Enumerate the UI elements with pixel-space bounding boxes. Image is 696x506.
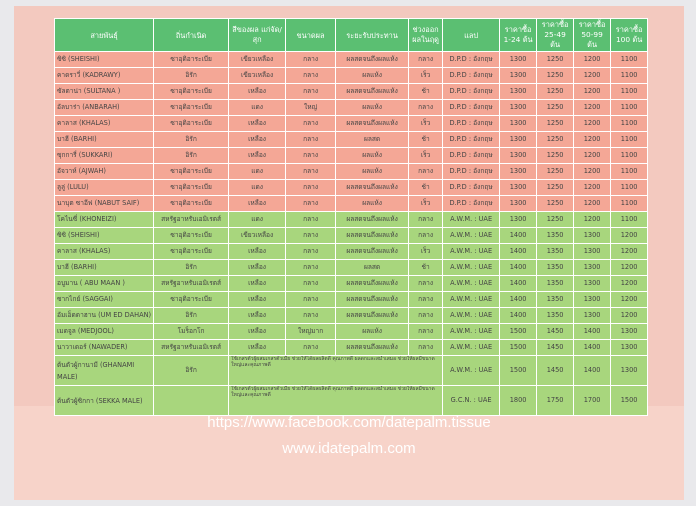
fruit-color-cell: เขียวเหลือง bbox=[229, 228, 286, 244]
fruit-size-cell: ใหญ่มาก bbox=[286, 324, 336, 340]
fruit-color-cell: เหลือง bbox=[229, 244, 286, 260]
fruit-size-cell: กลาง bbox=[286, 84, 336, 100]
header-color: สีของผล แก่จัด/สุก bbox=[229, 19, 286, 52]
fruit-size-cell: กลาง bbox=[286, 340, 336, 356]
lab-cell: A.W.M. : UAE bbox=[443, 356, 500, 386]
lab-cell: A.W.M. : UAE bbox=[443, 324, 500, 340]
price-50-99-cell: 1300 bbox=[574, 292, 611, 308]
price-100-cell: 1300 bbox=[611, 324, 648, 340]
variety-cell: บาฮี (BARHI) bbox=[55, 132, 154, 148]
website-url[interactable]: www.idatepalm.com bbox=[282, 440, 416, 457]
eating-stage-cell: ผลสดจนถึงผลแห้ง bbox=[336, 116, 409, 132]
lab-cell: D.P.D : อังกฤษ bbox=[443, 132, 500, 148]
table-row bbox=[55, 260, 648, 276]
fruit-size-cell: กลาง bbox=[286, 180, 336, 196]
price-25-49-cell: 1250 bbox=[537, 196, 574, 212]
variety-cell: อัจวาห์ (AJWAH) bbox=[55, 164, 154, 180]
price-25-49-cell: 1350 bbox=[537, 260, 574, 276]
eating-stage-cell: ผลสดจนถึงผลแห้ง bbox=[336, 52, 409, 68]
origin-cell: ซาอุดิอาระเบีย bbox=[154, 180, 229, 196]
fruit-size-cell: กลาง bbox=[286, 196, 336, 212]
price-1-24-cell: 1800 bbox=[500, 386, 537, 416]
price-100-cell: 1100 bbox=[611, 132, 648, 148]
season-cell: กลาง bbox=[409, 228, 443, 244]
lab-cell: A.W.M. : UAE bbox=[443, 212, 500, 228]
price-100-cell: 1100 bbox=[611, 68, 648, 84]
fruit-color-cell: เหลือง bbox=[229, 196, 286, 212]
variety-cell: ซากไกย์ (SAGGAI) bbox=[55, 292, 154, 308]
origin-cell: โมร็อกโก bbox=[154, 324, 229, 340]
season-cell: กลาง bbox=[409, 340, 443, 356]
variety-cell: บาฮี (BARHI) bbox=[55, 260, 154, 276]
price-100-cell: 1200 bbox=[611, 292, 648, 308]
fruit-color-cell: แดง bbox=[229, 164, 286, 180]
price-1-24-cell: 1300 bbox=[500, 84, 537, 100]
lab-cell: D.P.D : อังกฤษ bbox=[443, 196, 500, 212]
variety-cell: ซัลตาน่า (SULTANA ) bbox=[55, 84, 154, 100]
fruit-color-cell: เหลือง bbox=[229, 84, 286, 100]
fruit-size-cell: กลาง bbox=[286, 132, 336, 148]
price-25-49-cell: 1450 bbox=[537, 356, 574, 386]
price-50-99-cell: 1700 bbox=[574, 386, 611, 416]
table-row bbox=[55, 52, 648, 68]
table-row bbox=[55, 100, 648, 116]
origin-cell: ซาอุดิอาระเบีย bbox=[154, 116, 229, 132]
price-1-24-cell: 1400 bbox=[500, 244, 537, 260]
lab-cell: A.W.M. : UAE bbox=[443, 292, 500, 308]
price-25-49-cell: 1350 bbox=[537, 292, 574, 308]
price-25-49-cell: 1250 bbox=[537, 164, 574, 180]
price-1-24-cell: 1400 bbox=[500, 228, 537, 244]
price-100-cell: 1100 bbox=[611, 148, 648, 164]
price-50-99-cell: 1200 bbox=[574, 132, 611, 148]
price-1-24-cell: 1400 bbox=[500, 292, 537, 308]
price-100-cell: 1100 bbox=[611, 196, 648, 212]
price-25-49-cell: 1250 bbox=[537, 68, 574, 84]
price-25-49-cell: 1350 bbox=[537, 228, 574, 244]
variety-cell: ซิซิ (SHEISHI) bbox=[55, 52, 154, 68]
price-50-99-cell: 1200 bbox=[574, 116, 611, 132]
price-100-cell: 1100 bbox=[611, 84, 648, 100]
variety-cell: คาลาส (KHALAS) bbox=[55, 244, 154, 260]
price-25-49-cell: 1450 bbox=[537, 324, 574, 340]
fruit-size-cell: กลาง bbox=[286, 116, 336, 132]
price-1-24-cell: 1400 bbox=[500, 260, 537, 276]
price-100-cell: 1300 bbox=[611, 356, 648, 386]
price-25-49-cell: 1350 bbox=[537, 308, 574, 324]
variety-cell: ต้นตัวผู้ซิกกา (SEKKA MALE) bbox=[55, 386, 154, 416]
table-row bbox=[55, 340, 648, 356]
origin-cell: ซาอุดิอาระเบีย bbox=[154, 244, 229, 260]
table-body bbox=[55, 52, 648, 416]
facebook-url[interactable]: https://www.facebook.com/datepalm.tissue bbox=[207, 414, 491, 431]
price-100-cell: 1200 bbox=[611, 308, 648, 324]
lab-cell: D.P.D : อังกฤษ bbox=[443, 100, 500, 116]
male-note-cell: ใช้เกสรตัวผู้ผสมเกสรตัวเมีย ช่วยให้ได้ผลผลิตดี คุณภาพดี ผลดกและสม่ำเสมอ ช่วยให้ผลมีขนาดใหญ่และคุณภาพดี bbox=[229, 356, 443, 386]
origin-cell: อิรัก bbox=[154, 260, 229, 276]
eating-stage-cell: ผลแห้ง bbox=[336, 68, 409, 84]
header-size: ขนาดผล bbox=[286, 19, 336, 52]
table-row bbox=[55, 180, 648, 196]
price-25-49-cell: 1350 bbox=[537, 276, 574, 292]
price-25-49-cell: 1750 bbox=[537, 386, 574, 416]
price-25-49-cell: 1250 bbox=[537, 148, 574, 164]
table-row bbox=[55, 324, 648, 340]
table-row bbox=[55, 292, 648, 308]
price-50-99-cell: 1200 bbox=[574, 180, 611, 196]
price-1-24-cell: 1400 bbox=[500, 308, 537, 324]
price-100-cell: 1200 bbox=[611, 276, 648, 292]
fruit-size-cell: กลาง bbox=[286, 292, 336, 308]
variety-cell: อัลบาร่า (ANBARAH) bbox=[55, 100, 154, 116]
season-cell: กลาง bbox=[409, 308, 443, 324]
price-25-49-cell: 1250 bbox=[537, 52, 574, 68]
price-100-cell: 1200 bbox=[611, 244, 648, 260]
price-100-cell: 1100 bbox=[611, 164, 648, 180]
season-cell: ช้า bbox=[409, 84, 443, 100]
variety-cell: นาบุต ซาอีฟ (NABUT SAIF) bbox=[55, 196, 154, 212]
price-100-cell: 1100 bbox=[611, 100, 648, 116]
variety-cell: คาดราวี่ (KADRAWY) bbox=[55, 68, 154, 84]
table-row bbox=[55, 196, 648, 212]
price-50-99-cell: 1400 bbox=[574, 356, 611, 386]
price-50-99-cell: 1200 bbox=[574, 68, 611, 84]
season-cell: เร็ว bbox=[409, 196, 443, 212]
price-1-24-cell: 1300 bbox=[500, 68, 537, 84]
origin-cell: สหรัฐอาหรับเอมิเรตส์ bbox=[154, 212, 229, 228]
header-price-25-49: ราคาซื้อ 25-49 ต้น bbox=[537, 19, 574, 52]
price-50-99-cell: 1200 bbox=[574, 52, 611, 68]
fruit-size-cell: กลาง bbox=[286, 276, 336, 292]
price-25-49-cell: 1250 bbox=[537, 84, 574, 100]
fruit-color-cell: แดง bbox=[229, 100, 286, 116]
eating-stage-cell: ผลสดจนถึงผลแห้ง bbox=[336, 276, 409, 292]
fruit-size-cell: กลาง bbox=[286, 228, 336, 244]
fruit-size-cell: กลาง bbox=[286, 68, 336, 84]
fruit-color-cell: เขียวเหลือง bbox=[229, 52, 286, 68]
variety-cell: อัมเอ็ดดาฮาน (UM ED DAHAN) bbox=[55, 308, 154, 324]
origin-cell: ซาอุดิอาระเบีย bbox=[154, 100, 229, 116]
eating-stage-cell: ผลสดจนถึงผลแห้ง bbox=[336, 180, 409, 196]
price-1-24-cell: 1300 bbox=[500, 148, 537, 164]
price-1-24-cell: 1300 bbox=[500, 100, 537, 116]
table-row bbox=[55, 68, 648, 84]
variety-cell: เมดจูล (MEDJOOL) bbox=[55, 324, 154, 340]
fruit-color-cell: เหลือง bbox=[229, 308, 286, 324]
fruit-color-cell: เขียวเหลือง bbox=[229, 68, 286, 84]
lab-cell: D.P.D : อังกฤษ bbox=[443, 68, 500, 84]
eating-stage-cell: ผลสดจนถึงผลแห้ง bbox=[336, 84, 409, 100]
variety-cell: คาลาส (KHALAS) bbox=[55, 116, 154, 132]
lab-cell: D.P.D : อังกฤษ bbox=[443, 164, 500, 180]
eating-stage-cell: ผลสดจนถึงผลแห้ง bbox=[336, 292, 409, 308]
origin-cell: ซาอุดิอาระเบีย bbox=[154, 84, 229, 100]
season-cell: เร็ว bbox=[409, 244, 443, 260]
price-100-cell: 1100 bbox=[611, 180, 648, 196]
variety-cell: ซิซิ (SHEISHI) bbox=[55, 228, 154, 244]
table-row bbox=[55, 308, 648, 324]
origin-cell: ซาอุดิอาระเบีย bbox=[154, 52, 229, 68]
fruit-size-cell: กลาง bbox=[286, 148, 336, 164]
price-50-99-cell: 1200 bbox=[574, 148, 611, 164]
male-note-cell: ใช้เกสรตัวผู้ผสมเกสรตัวเมีย ช่วยให้ได้ผลผลิตดี คุณภาพดี ผลดกและสม่ำเสมอ ช่วยให้ผลมีขนาดใหญ่และคุณภาพดี bbox=[229, 386, 443, 416]
table-row bbox=[55, 164, 648, 180]
price-100-cell: 1500 bbox=[611, 386, 648, 416]
fruit-color-cell: เหลือง bbox=[229, 340, 286, 356]
eating-stage-cell: ผลสด bbox=[336, 132, 409, 148]
origin-cell: ซาอุดิอาระเบีย bbox=[154, 196, 229, 212]
price-100-cell: 1100 bbox=[611, 52, 648, 68]
price-50-99-cell: 1200 bbox=[574, 196, 611, 212]
lab-cell: D.P.D : อังกฤษ bbox=[443, 84, 500, 100]
lab-cell: A.W.M. : UAE bbox=[443, 228, 500, 244]
origin-cell bbox=[154, 386, 229, 416]
table-row bbox=[55, 132, 648, 148]
price-1-24-cell: 1300 bbox=[500, 212, 537, 228]
eating-stage-cell: ผลแห้ง bbox=[336, 100, 409, 116]
price-50-99-cell: 1200 bbox=[574, 164, 611, 180]
price-50-99-cell: 1200 bbox=[574, 84, 611, 100]
season-cell: กลาง bbox=[409, 52, 443, 68]
fruit-color-cell: เหลือง bbox=[229, 148, 286, 164]
variety-cell: โคไนซี่ (KHONEIZI) bbox=[55, 212, 154, 228]
lab-cell: A.W.M. : UAE bbox=[443, 340, 500, 356]
price-25-49-cell: 1250 bbox=[537, 180, 574, 196]
price-100-cell: 1200 bbox=[611, 228, 648, 244]
eating-stage-cell: ผลสดจนถึงผลแห้ง bbox=[336, 308, 409, 324]
price-1-24-cell: 1300 bbox=[500, 196, 537, 212]
fruit-size-cell: กลาง bbox=[286, 52, 336, 68]
table-row bbox=[55, 116, 648, 132]
fruit-color-cell: แดง bbox=[229, 212, 286, 228]
table-row bbox=[55, 276, 648, 292]
fruit-size-cell: กลาง bbox=[286, 212, 336, 228]
season-cell: กลาง bbox=[409, 324, 443, 340]
header-origin: ถิ่นกำเนิด bbox=[154, 19, 229, 52]
header-stage: ระยะรับประทาน bbox=[336, 19, 409, 52]
eating-stage-cell: ผลแห้ง bbox=[336, 164, 409, 180]
price-50-99-cell: 1400 bbox=[574, 340, 611, 356]
fruit-color-cell: เหลือง bbox=[229, 276, 286, 292]
price-100-cell: 1300 bbox=[611, 340, 648, 356]
price-1-24-cell: 1300 bbox=[500, 132, 537, 148]
fruit-color-cell: เหลือง bbox=[229, 260, 286, 276]
price-50-99-cell: 1300 bbox=[574, 260, 611, 276]
origin-cell: อิรัก bbox=[154, 308, 229, 324]
price-25-49-cell: 1250 bbox=[537, 116, 574, 132]
season-cell: กลาง bbox=[409, 100, 443, 116]
price-50-99-cell: 1300 bbox=[574, 244, 611, 260]
male-table-row bbox=[55, 386, 648, 416]
variety-cell: นาวาเดอร์ (NAWADER) bbox=[55, 340, 154, 356]
origin-cell: อิรัก bbox=[154, 148, 229, 164]
price-50-99-cell: 1400 bbox=[574, 324, 611, 340]
price-50-99-cell: 1200 bbox=[574, 212, 611, 228]
price-25-49-cell: 1450 bbox=[537, 340, 574, 356]
season-cell: ช้า bbox=[409, 132, 443, 148]
fruit-color-cell: เหลือง bbox=[229, 116, 286, 132]
season-cell: เร็ว bbox=[409, 68, 443, 84]
eating-stage-cell: ผลสดจนถึงผลแห้ง bbox=[336, 340, 409, 356]
origin-cell: อิรัก bbox=[154, 132, 229, 148]
price-50-99-cell: 1300 bbox=[574, 308, 611, 324]
price-1-24-cell: 1300 bbox=[500, 116, 537, 132]
fruit-size-cell: ใหญ่ bbox=[286, 100, 336, 116]
price-25-49-cell: 1250 bbox=[537, 212, 574, 228]
price-1-24-cell: 1300 bbox=[500, 164, 537, 180]
lab-cell: D.P.D : อังกฤษ bbox=[443, 148, 500, 164]
price-1-24-cell: 1300 bbox=[500, 52, 537, 68]
season-cell: กลาง bbox=[409, 212, 443, 228]
fruit-color-cell: เหลือง bbox=[229, 324, 286, 340]
origin-cell: ซาอุดิอาระเบีย bbox=[154, 164, 229, 180]
eating-stage-cell: ผลสด bbox=[336, 260, 409, 276]
eating-stage-cell: ผลสดจนถึงผลแห้ง bbox=[336, 228, 409, 244]
price-sheet bbox=[14, 6, 684, 500]
origin-cell: อิรัก bbox=[154, 356, 229, 386]
price-1-24-cell: 1400 bbox=[500, 276, 537, 292]
origin-cell: ซาอุดิอาระเบีย bbox=[154, 292, 229, 308]
lab-cell: A.W.M. : UAE bbox=[443, 260, 500, 276]
season-cell: เร็ว bbox=[409, 148, 443, 164]
price-25-49-cell: 1250 bbox=[537, 132, 574, 148]
price-1-24-cell: 1500 bbox=[500, 340, 537, 356]
price-100-cell: 1200 bbox=[611, 260, 648, 276]
variety-cell: ซุกการี่ (SUKKARI) bbox=[55, 148, 154, 164]
lab-cell: A.W.M. : UAE bbox=[443, 308, 500, 324]
lab-cell: A.W.M. : UAE bbox=[443, 276, 500, 292]
price-1-24-cell: 1500 bbox=[500, 324, 537, 340]
price-1-24-cell: 1300 bbox=[500, 180, 537, 196]
fruit-color-cell: เหลือง bbox=[229, 132, 286, 148]
table-row bbox=[55, 228, 648, 244]
season-cell: ช้า bbox=[409, 180, 443, 196]
origin-cell: อิรัก bbox=[154, 68, 229, 84]
eating-stage-cell: ผลแห้ง bbox=[336, 324, 409, 340]
header-variety: สายพันธุ์ bbox=[55, 19, 154, 52]
male-table-row bbox=[55, 356, 648, 386]
lab-cell: G.C.N. : UAE bbox=[443, 386, 500, 416]
lab-cell: D.P.D : อังกฤษ bbox=[443, 116, 500, 132]
table-row bbox=[55, 148, 648, 164]
eating-stage-cell: ผลแห้ง bbox=[336, 196, 409, 212]
season-cell: กลาง bbox=[409, 292, 443, 308]
fruit-size-cell: กลาง bbox=[286, 164, 336, 180]
season-cell: ช้า bbox=[409, 260, 443, 276]
fruit-color-cell: เหลือง bbox=[229, 292, 286, 308]
eating-stage-cell: ผลสดจนถึงผลแห้ง bbox=[336, 244, 409, 260]
lab-cell: A.W.M. : UAE bbox=[443, 244, 500, 260]
header-lab: แลป bbox=[443, 19, 500, 52]
variety-cell: ลูลู่ (LULU) bbox=[55, 180, 154, 196]
fruit-size-cell: กลาง bbox=[286, 244, 336, 260]
price-table bbox=[54, 18, 648, 416]
season-cell: กลาง bbox=[409, 276, 443, 292]
table-header-row bbox=[55, 19, 648, 52]
eating-stage-cell: ผลแห้ง bbox=[336, 148, 409, 164]
season-cell: เร็ว bbox=[409, 116, 443, 132]
price-1-24-cell: 1500 bbox=[500, 356, 537, 386]
fruit-size-cell: กลาง bbox=[286, 308, 336, 324]
table-row bbox=[55, 244, 648, 260]
table-row bbox=[55, 84, 648, 100]
price-50-99-cell: 1300 bbox=[574, 276, 611, 292]
header-price-50-99: ราคาซื้อ 50-99 ต้น bbox=[574, 19, 611, 52]
header-price-1-24: ราคาซื้อ 1-24 ต้น bbox=[500, 19, 537, 52]
origin-cell: ซาอุดิอาระเบีย bbox=[154, 228, 229, 244]
header-price-100: ราคาซื้อ 100 ต้น bbox=[611, 19, 648, 52]
price-25-49-cell: 1250 bbox=[537, 100, 574, 116]
price-100-cell: 1100 bbox=[611, 116, 648, 132]
lab-cell: D.P.D : อังกฤษ bbox=[443, 52, 500, 68]
variety-cell: อบูมาน ( ABU MAAN ) bbox=[55, 276, 154, 292]
price-25-49-cell: 1350 bbox=[537, 244, 574, 260]
season-cell: กลาง bbox=[409, 164, 443, 180]
origin-cell: สหรัฐอาหรับเอมิเรตส์ bbox=[154, 276, 229, 292]
table-row bbox=[55, 212, 648, 228]
header-season: ช่วงออก ผลในฤดู bbox=[409, 19, 443, 52]
price-100-cell: 1100 bbox=[611, 212, 648, 228]
lab-cell: D.P.D : อังกฤษ bbox=[443, 180, 500, 196]
origin-cell: สหรัฐอาหรับเอมิเรตส์ bbox=[154, 340, 229, 356]
eating-stage-cell: ผลสดจนถึงผลแห้ง bbox=[336, 212, 409, 228]
fruit-color-cell: แดง bbox=[229, 180, 286, 196]
price-50-99-cell: 1200 bbox=[574, 100, 611, 116]
fruit-size-cell: กลาง bbox=[286, 260, 336, 276]
price-50-99-cell: 1300 bbox=[574, 228, 611, 244]
variety-cell: ต้นตัวผู้กานามี (GHANAMI MALE) bbox=[55, 356, 154, 386]
